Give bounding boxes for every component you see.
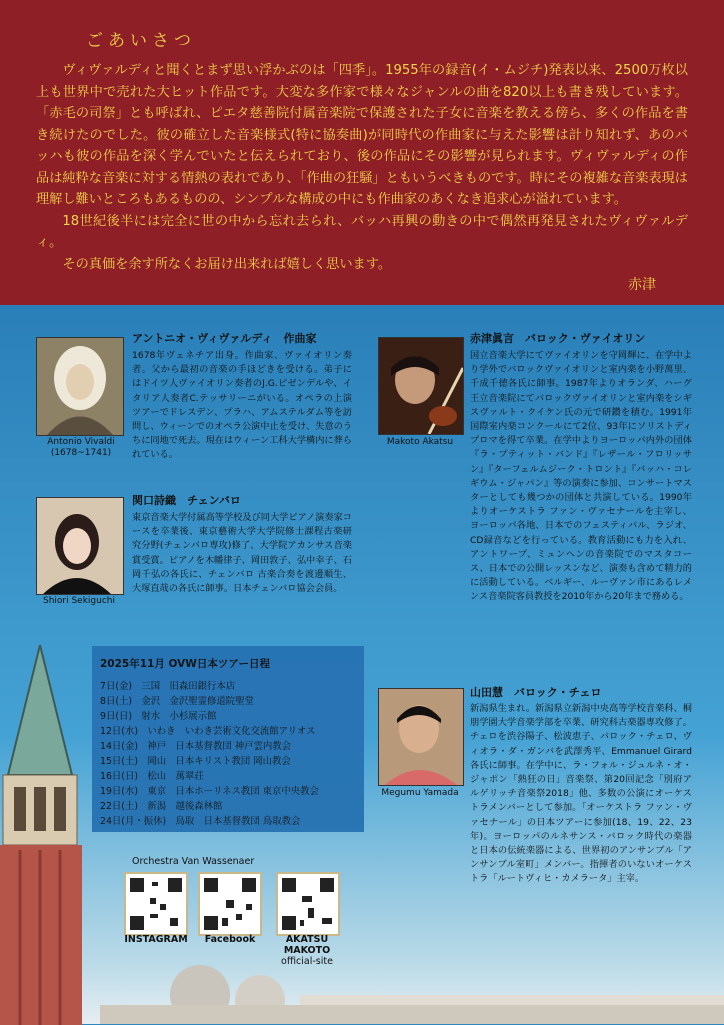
vivaldi-caption xyxy=(36,437,126,459)
sekiguchi-heading: 関口詩織 チェンバロ xyxy=(132,494,241,507)
yamada-heading: 山田慧 バロック・チェロ xyxy=(470,686,602,699)
tour-row: 7日(金) 三国 旧森田銀行本店 xyxy=(100,681,236,692)
greeting-body xyxy=(36,60,688,275)
facebook-label[interactable]: Facebook xyxy=(204,934,256,945)
bell-tower-illustration xyxy=(0,635,100,1025)
official-site-label-line1: AKATSU MAKOTO xyxy=(283,934,331,956)
facebook-qr-code[interactable] xyxy=(198,872,262,936)
tour-row: 8日(土) 金沢 金沢聖霊修道院聖堂 xyxy=(100,696,254,707)
sekiguchi-caption: Shiori Sekiguchi xyxy=(42,596,116,606)
greeting-paragraph: ヴィヴァルディと聞くとまず思い浮かぶのは「四季」。1955年の録音(イ・ムジチ)発表以来、2500万枚以上も世界中で売れた大ヒット作品です。大変な多作家で様々なジャンルの曲を820以上も書き残しています。「赤毛の司祭」とも呼ばれ、ピエタ慈善院付属音楽院で保護された子女に音楽を教える傍ら、多くの作品を書き続けたのでした。彼の確立した音楽様式(特に協奏曲)が同時代の作曲家に与えた影響は計り知れず、あのバッハも彼の作品を深く学んでいたと伝えられており、後の作品にその影響が見られます。ヴィヴァルディの作品は純粋な音楽に対する情熱の表れであり、「作曲の狂騒」ともいうべきものです。時にその複雑な音楽表現は理解し難いところもあるものの、シンプルな構成の中にも作曲家のあくなき追求心が溢れています。 xyxy=(36,63,688,207)
orchestra-label: Orchestra Van Wassenaer xyxy=(132,856,255,867)
akatsu-heading: 赤津眞言 バロック・ヴァイオリン xyxy=(470,332,646,345)
vivaldi-caption-years: (1678~1741) xyxy=(50,448,112,458)
official-site-label[interactable] xyxy=(262,934,352,967)
tour-row: 14日(金) 神戸 日本基督教団 神戸雲内教会 xyxy=(100,741,291,752)
instagram-label[interactable]: INSTAGRAM xyxy=(124,934,188,945)
akatsu-photo xyxy=(378,337,464,435)
vivaldi-heading: アントニオ・ヴィヴァルディ 作曲家 xyxy=(132,332,317,345)
sekiguchi-photo xyxy=(36,497,124,595)
tour-row: 19日(水) 東京 日本ホーリネス教団 東京中央教会 xyxy=(100,786,319,797)
official-site-label-line2: official-site xyxy=(281,956,333,967)
greeting-title: ごあいさつ xyxy=(86,31,196,51)
greeting-section xyxy=(0,0,724,305)
sekiguchi-bio: 東京音楽大学付属高等学校及び同大学ピアノ演奏家コースを卒業後、東京藝術大学大学院修士課程古楽研究分野(チェンバロ専攻)修了、大学院アカンサス音楽賞受賞。ピアノを木幡律子、岡田敦子、弘中幸子、石岡千弘の各氏に、チェンバロ 古楽合奏を渡邊順生、大塚直哉の各氏に師事。日本チェンバロ協会会員。 xyxy=(132,512,352,595)
tour-row: 9日(日) 射水 小杉展示館 xyxy=(100,711,217,722)
official-site-qr-code[interactable] xyxy=(276,872,340,936)
yamada-caption: Megumu Yamada xyxy=(381,788,459,798)
vivaldi-caption-name: Antonio Vivaldi xyxy=(47,437,115,447)
vivaldi-bio: 1678年ヴェネチア出身。作曲家、ヴァイオリン奏者。父から最初の音楽の手ほどきを受ける。弟子にはドイツ人ヴァイオリン奏者のJ.G.ピゼンデルや、イタリア人奏者C.テッサリーニがいる。オペラの上演ツアーでドレスデン、プラハ、アムステルダム等を訪問し、ウィーンでのオペラ公演中止を受け、失意のうちに同地で死去。現在はウィーン工科大学構内に葬られている。 xyxy=(132,350,352,461)
yamada-bio: 新潟県生まれ。新潟県立新潟中央高等学校音楽科、桐朋学園大学音楽学部を卒業、研究科古楽器専攻修了。チェロを渋谷陽子、松波恵子、バロック・チェロ、ヴィオラ・ダ・ガンバを武澤秀平、Emmanuel Girard各氏に師事。在学中に、ラ・フォル・ジュルネ・オ・ジャポン「熱狂の日」音楽祭、第20回記念「別府アルゲリッチ音楽祭2018」他、多数の公演にオーケストラメンバーとして参加。「オーケストラ ファン・ヴァセナール」の日本ツアーに参加(18、19、22、23年)。ヨーロッパのルネサンス・バロック時代の楽器と日本の伝統楽器による、世界初のアンサンブル「アンサンブル室町」メンバー。指揮者のいないオーケストラ「ルートヴィヒ・カメラータ」主宰。 xyxy=(470,703,692,885)
skyline-illustration xyxy=(100,945,724,1024)
tour-row: 16日(日) 松山 萬翠荘 xyxy=(100,771,204,782)
tour-row: 22日(土) 新潟 越後森林館 xyxy=(100,801,223,812)
tour-title: 2025年11月 OVW日本ツアー日程 xyxy=(100,658,271,670)
greeting-signature: 赤津 xyxy=(628,277,656,293)
yamada-photo xyxy=(378,688,464,786)
greeting-paragraph: その真価を余す所なくお届け出来れば嬉しく思います。 xyxy=(62,256,392,272)
instagram-qr-code[interactable] xyxy=(124,872,188,936)
vivaldi-portrait xyxy=(36,337,124,436)
tour-row: 12日(水) いわき いわき芸術文化交流館アリオス xyxy=(100,726,316,737)
greeting-paragraph: 18世紀後半には完全に世の中から忘れ去られ、バッハ再興の動きの中で偶然再発見されたヴィヴァルディ。 xyxy=(36,213,688,250)
tour-schedule xyxy=(92,646,364,832)
tour-row: 15日(土) 岡山 日本キリスト教団 岡山教会 xyxy=(100,756,291,767)
akatsu-bio: 国立音楽大学にてヴァイオリンを守岡輝に、在学中より学外でバロックヴァイオリンと室内楽を小野萬里、千成千徳各氏に師事。1987年よりオランダ、ハーグ王立音楽院にてバロックヴァイオリンと室内楽をシギスヴァルト・クイケン氏の元で研鑽を積む。1991年国際室内楽コンクールにて2位、93年にソリストディプロマを得て卒業。在学中よりヨーロッパ内外の団体『ラ・プティット・バンド』『レザール・フロリッサン』『ターフェルムジーク・トロント』『バッハ・コレギウム・ジャパン』等の演奏に参加、コンサートマスターとしても幾つかの団体と共演している。1990年よりオーケストラ ファン・ヴァセナールを主宰し、ヨーロッパ各地、日本でのフェスティバル、ラジオ、CD録音などを行っている。教育活動にも力を入れ、アントワープ、ミュンヘンの音楽院でのマスタコース、日本での公開レッスンなど、演奏も含めて精力的に活動している。ベルギー、ルーヴァン市にあるレメンス音楽院客員教授を2010年から20年まで務める。 xyxy=(470,350,692,603)
akatsu-caption: Makoto Akatsu xyxy=(386,437,454,447)
tour-row: 24日(月・振休) 鳥取 日本基督教団 鳥取教会 xyxy=(100,816,301,827)
